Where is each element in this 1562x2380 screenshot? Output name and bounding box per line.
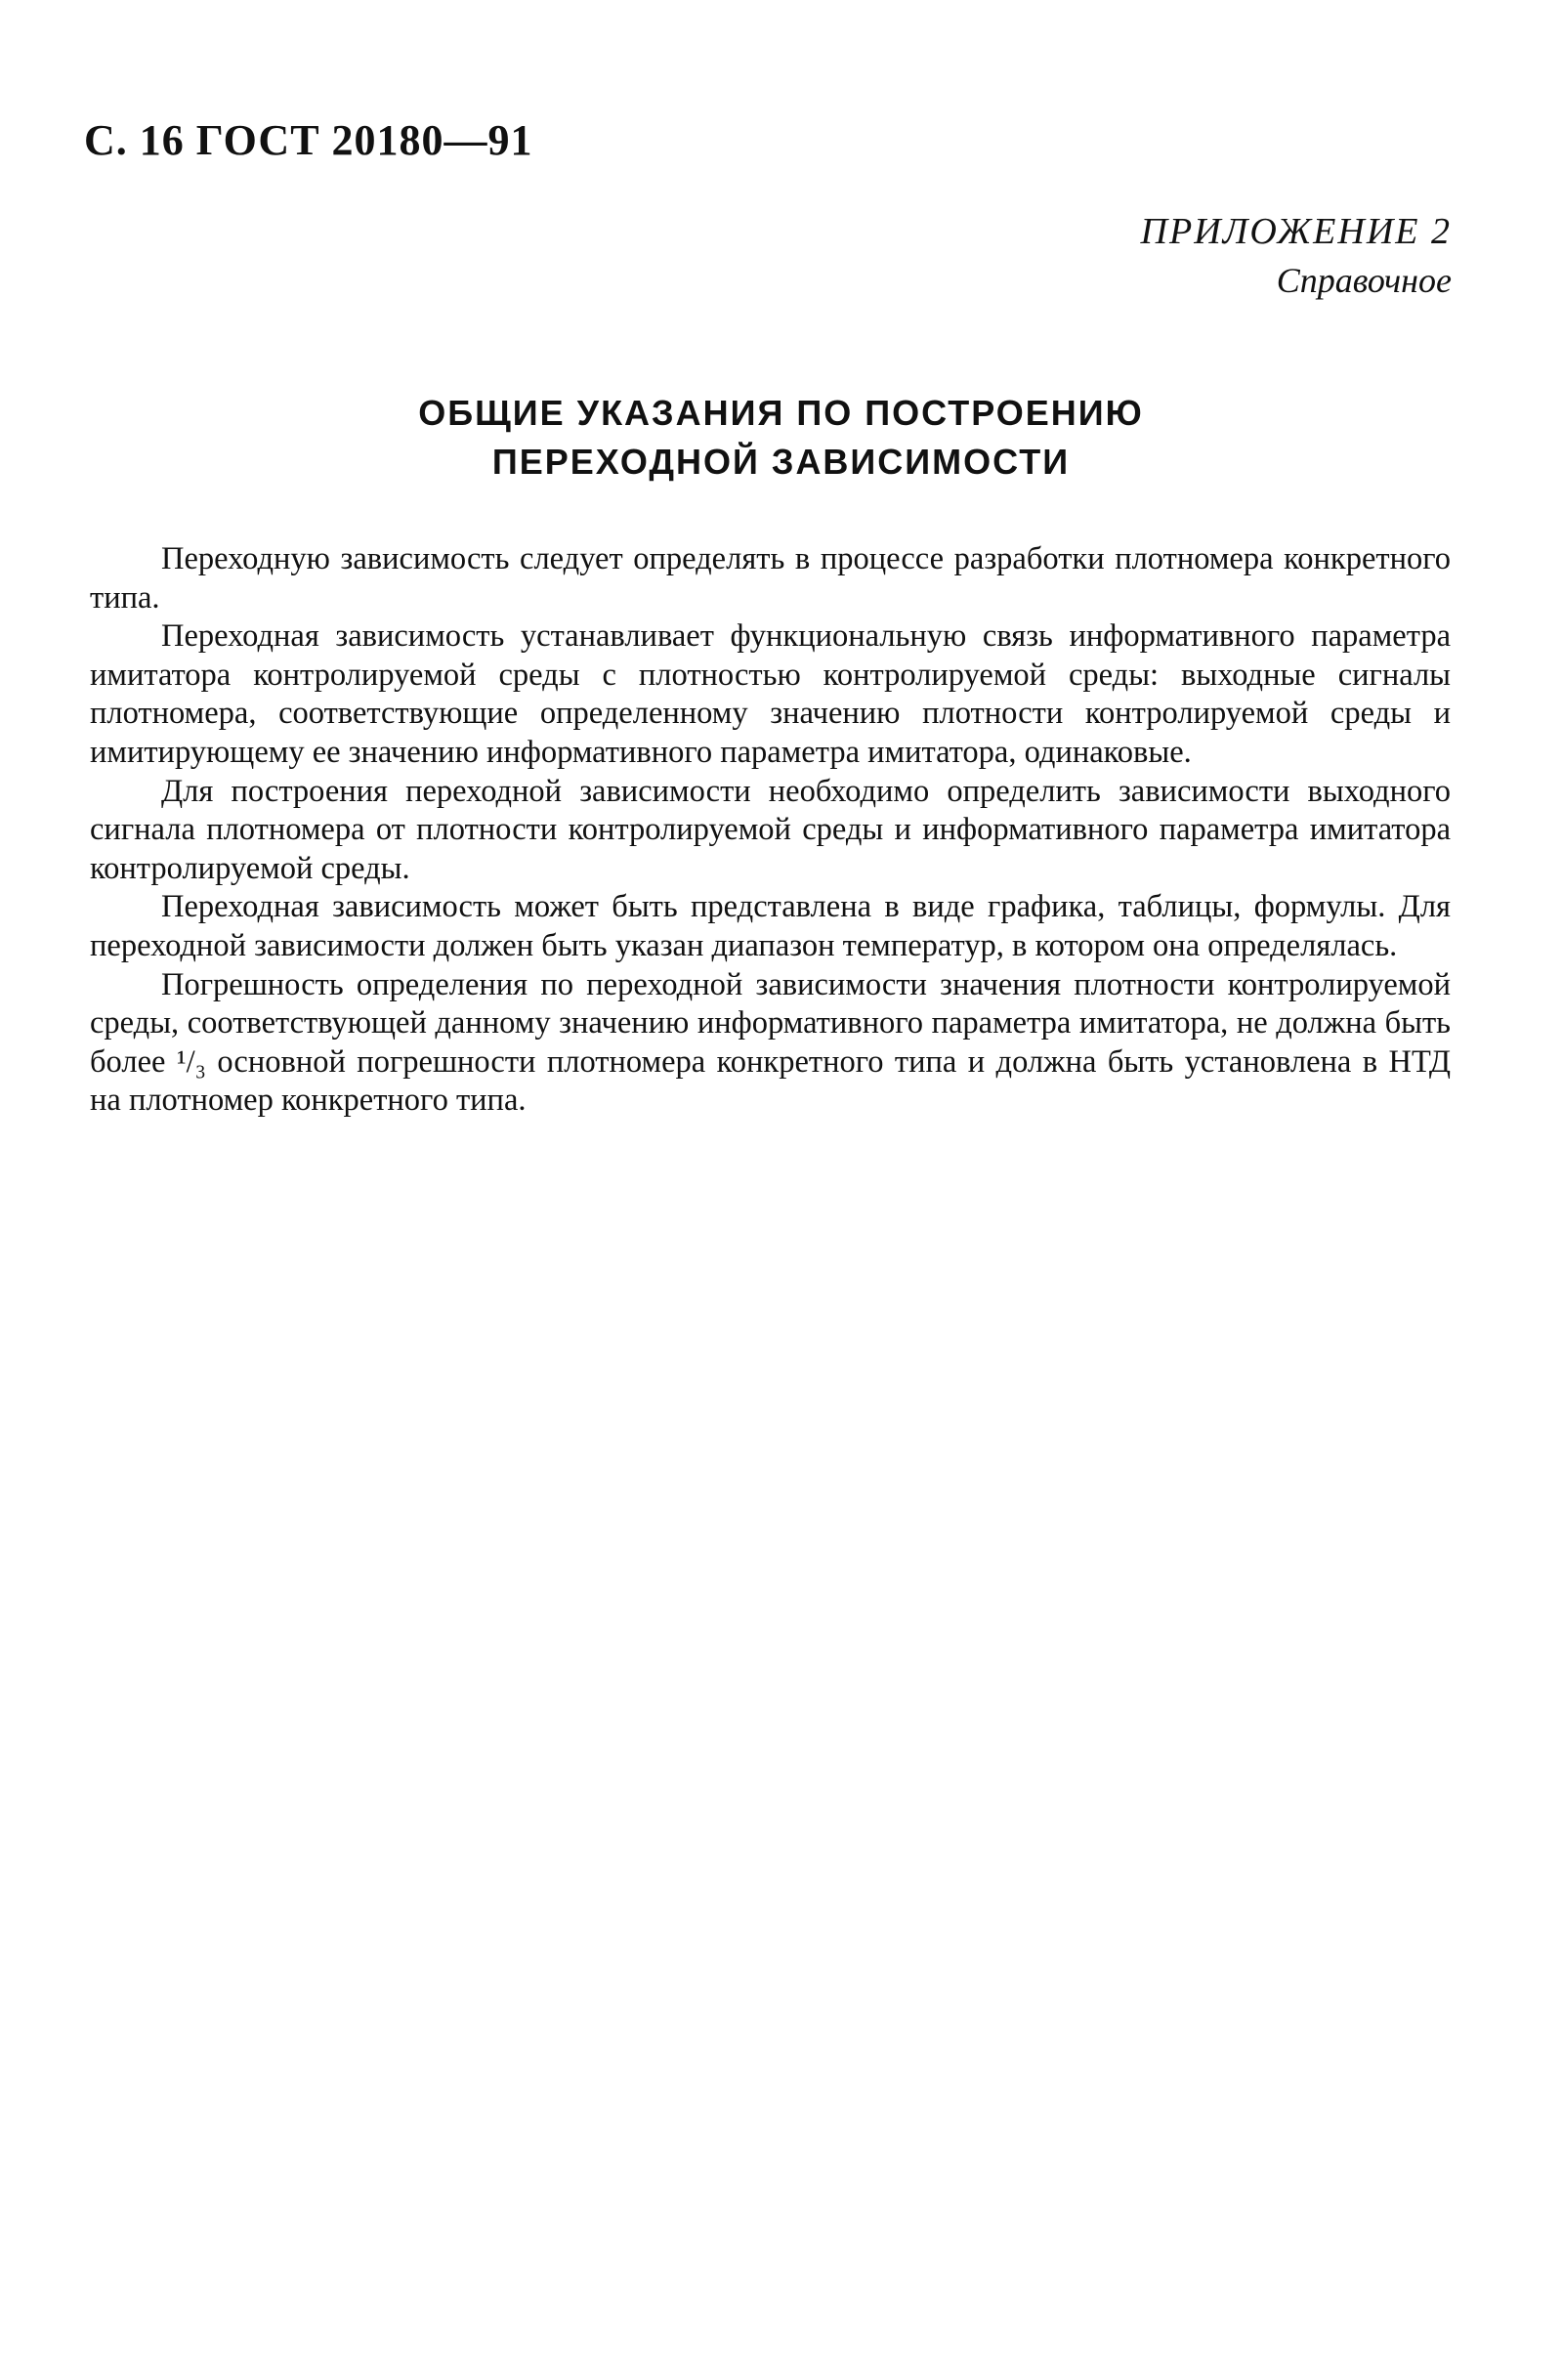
- paragraph: Переходную зависимость следует определять в процессе разработки плотномера конкретного типа.: [90, 541, 1451, 616]
- running-head: С. 16 ГОСТ 20180—91: [84, 116, 533, 164]
- appendix-label: ПРИЛОЖЕНИЕ 2: [1140, 211, 1452, 252]
- paragraph: Погрешность определения по переходной зависимости значения плотности контролируемой среды, соответствующей данному значению информативного параметра имитатора, не должна быть более ¹/₃ основной погрешности плотномера конкретного типа и должна быть установлена в НТД на плотномер конкретного типа.: [90, 966, 1451, 1119]
- section-title: [0, 389, 1562, 487]
- appendix-type: Справочное: [1276, 261, 1452, 300]
- appendix-block: [1141, 207, 1452, 305]
- paragraph: Переходная зависимость может быть представлена в виде графика, таблицы, формулы. Для переходной зависимости должен быть указан диапазон температур, в котором она определялась.: [90, 889, 1451, 963]
- paragraph: Переходная зависимость устанавливает функциональную связь информативного параметра имитатора контролируемой среды с плотностью контролируемой среды: выходные сигналы плотномера, соответствующие определенному значению плотности контролируемой среды и имитирующему ее значению информативного параметра имитатора, одинаковые.: [90, 618, 1451, 770]
- body-text: [90, 540, 1451, 1121]
- section-title-line-1: ОБЩИЕ УКАЗАНИЯ ПО ПОСТРОЕНИЮ: [418, 393, 1144, 433]
- section-title-line-2: ПЕРЕХОДНОЙ ЗАВИСИМОСТИ: [491, 442, 1071, 482]
- paragraph: Для построения переходной зависимости необходимо определить зависимости выходного сигнала плотномера от плотности контролируемой среды и информативного параметра имитатора контролируемой среды.: [90, 773, 1451, 886]
